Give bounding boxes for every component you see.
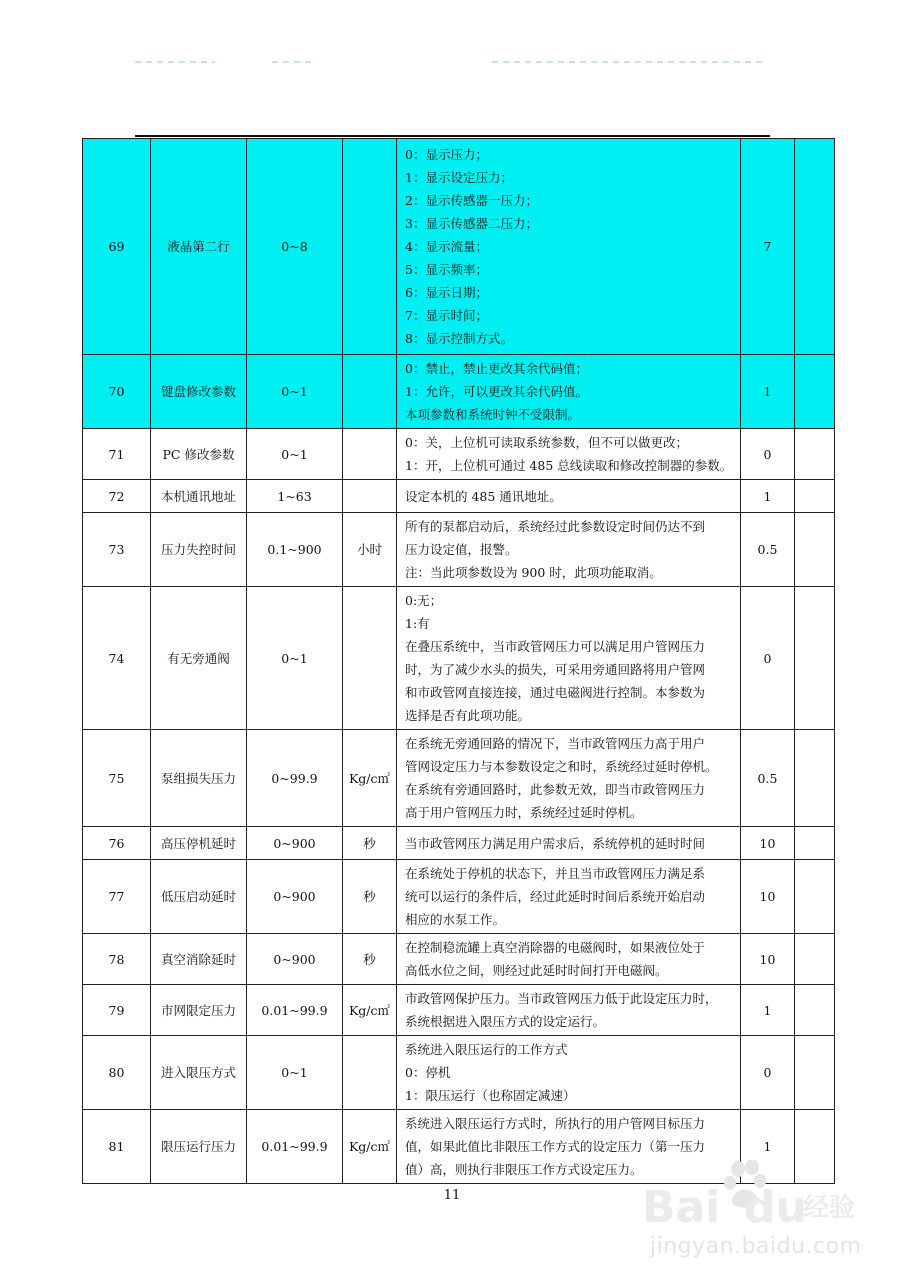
table-row (83, 355, 835, 429)
param-unit: Kg/c㎡ (343, 985, 397, 1036)
param-unit (343, 480, 397, 513)
header-decoration (135, 60, 215, 64)
param-default: 0 (741, 429, 795, 480)
param-code: 70 (83, 355, 151, 429)
param-description (397, 587, 741, 730)
description-line: 时，为了减少水头的损失，可采用旁通回路将用户管网 (405, 662, 706, 677)
param-range: 0.1~900 (247, 513, 343, 587)
param-description (397, 513, 741, 587)
param-description (397, 139, 741, 355)
description-line: 高于用户管网压力时，系统经过延时停机。 (405, 805, 643, 820)
param-name: 液晶第二行 (151, 139, 247, 355)
parameter-table-body (83, 139, 835, 1184)
description-line: 1：显示设定压力； (405, 170, 513, 185)
param-unit: 秒 (343, 827, 397, 860)
description-line: 在叠压系统中，当市政管网压力可以满足用户管网压力 (405, 639, 706, 654)
table-row (83, 860, 835, 934)
description-line: 在控制稳流罐上真空消除器的电磁阀时，如果液位处于 (405, 940, 706, 955)
description-line: 系统根据进入限压方式的设定运行。 (405, 1014, 606, 1029)
param-code: 69 (83, 139, 151, 355)
table-row (83, 513, 835, 587)
param-range: 0~1 (247, 1036, 343, 1110)
param-description (397, 355, 741, 429)
param-extra (795, 985, 835, 1036)
description-line: 1：开，上位机可通过 485 总线读取和修改控制器的参数。 (405, 458, 733, 473)
svg-text:Bai: Bai (642, 1182, 721, 1230)
param-range: 0~8 (247, 139, 343, 355)
table-row (83, 827, 835, 860)
header-decoration (492, 60, 767, 64)
description-line: 1:有 (405, 616, 430, 631)
table-row (83, 730, 835, 827)
description-line: 在系统处于停机的状态下，并且当市政管网压力满足系 (405, 866, 706, 881)
param-description (397, 934, 741, 985)
param-unit: 秒 (343, 860, 397, 934)
param-name: 限压运行压力 (151, 1110, 247, 1184)
param-unit (343, 587, 397, 730)
param-description (397, 827, 741, 860)
param-default: 10 (741, 827, 795, 860)
param-default: 10 (741, 934, 795, 985)
param-name: PC 修改参数 (151, 429, 247, 480)
param-default: 0 (741, 1036, 795, 1110)
description-line: 管网设定压力与本参数设定之和时，系统经过延时停机。 (405, 759, 718, 774)
table-row (83, 429, 835, 480)
description-line: 统可以运行的条件后，经过此延时时间后系统开始启动 (405, 889, 706, 904)
baidu-jingyan-watermark (640, 1160, 865, 1270)
description-line: 值，如果此值比非限压工作方式的设定压力（第一压力 (405, 1139, 706, 1154)
description-line: 市政管网保护压力。当市政管网压力低于此设定压力时， (405, 991, 718, 1006)
param-description (397, 480, 741, 513)
param-name: 键盘修改参数 (151, 355, 247, 429)
param-extra (795, 730, 835, 827)
param-unit: 小时 (343, 513, 397, 587)
page-number: 11 (443, 1188, 461, 1203)
description-line: 选择是否有此项功能。 (405, 708, 531, 723)
description-line: 1：允许，可以更改其余代码值。 (405, 384, 588, 399)
description-line: 4：显示流量； (405, 239, 488, 254)
param-default: 0 (741, 587, 795, 730)
param-unit: Kg/c㎡ (343, 730, 397, 827)
param-description (397, 985, 741, 1036)
param-extra (795, 860, 835, 934)
param-range: 0~99.9 (247, 730, 343, 827)
param-code: 80 (83, 1036, 151, 1110)
param-code: 73 (83, 513, 151, 587)
param-range: 0~900 (247, 934, 343, 985)
param-code: 77 (83, 860, 151, 934)
param-range: 0.01~99.9 (247, 985, 343, 1036)
param-code: 74 (83, 587, 151, 730)
description-line: 在系统有旁通回路时，此参数无效，即当市政管网压力 (405, 782, 706, 797)
param-unit (343, 429, 397, 480)
param-default: 7 (741, 139, 795, 355)
description-line: 2：显示传感器一压力； (405, 193, 538, 208)
description-line: 0：禁止，禁止更改其余代码值； (405, 361, 588, 376)
param-range: 0~900 (247, 827, 343, 860)
param-default: 1 (741, 355, 795, 429)
description-line: 系统进入限压运行的工作方式 (405, 1042, 568, 1057)
table-row (83, 480, 835, 513)
description-line: 在系统无旁通回路的情况下，当市政管网压力高于用户 (405, 736, 706, 751)
parameter-table (82, 138, 835, 1184)
header-decoration (272, 60, 312, 64)
param-extra (795, 429, 835, 480)
param-range: 1~63 (247, 480, 343, 513)
description-line: 1：限压运行（也称固定减速） (405, 1088, 576, 1103)
param-unit: 秒 (343, 934, 397, 985)
description-line: 所有的泵都启动后，系统经过此参数设定时间仍达不到 (405, 519, 706, 534)
param-name: 泵组损失压力 (151, 730, 247, 827)
svg-text:du: du (744, 1182, 807, 1230)
description-line: 当市政管网压力满足用户需求后，系统停机的延时时间 (405, 835, 706, 851)
param-range: 0~1 (247, 355, 343, 429)
table-row (83, 139, 835, 355)
param-code: 79 (83, 985, 151, 1036)
param-name: 市网限定压力 (151, 985, 247, 1036)
param-unit: Kg/c㎡ (343, 1110, 397, 1184)
description-line: 3：显示传感器二压力； (405, 216, 538, 231)
description-line: 压力设定值，报警。 (405, 542, 518, 557)
description-line: 设定本机的 485 通讯地址。 (405, 488, 562, 504)
header-rule (135, 135, 770, 137)
param-extra (795, 139, 835, 355)
param-description (397, 1036, 741, 1110)
table-row (83, 985, 835, 1036)
param-extra (795, 827, 835, 860)
param-code: 78 (83, 934, 151, 985)
description-line: 8：显示控制方式。 (405, 331, 513, 346)
param-default: 10 (741, 860, 795, 934)
description-line: 0：关，上位机可读取系统参数，但不可以做更改； (405, 435, 688, 450)
param-default: 0.5 (741, 513, 795, 587)
param-unit (343, 1036, 397, 1110)
param-description (397, 730, 741, 827)
param-range: 0~1 (247, 429, 343, 480)
param-default: 0.5 (741, 730, 795, 827)
svg-text:经验: 经验 (803, 1193, 856, 1223)
param-code: 75 (83, 730, 151, 827)
description-line: 0：停机 (405, 1065, 451, 1080)
param-range: 0~900 (247, 860, 343, 934)
param-name: 本机通讯地址 (151, 480, 247, 513)
table-row (83, 587, 835, 730)
description-line: 0：显示压力； (405, 147, 488, 162)
param-description (397, 429, 741, 480)
watermark-url: jingyan.baidu.com (650, 1234, 862, 1259)
param-name: 进入限压方式 (151, 1036, 247, 1110)
description-line: 值）高，则执行非限压工作方式设定压力。 (405, 1162, 643, 1177)
param-name: 高压停机延时 (151, 827, 247, 860)
param-name: 压力失控时间 (151, 513, 247, 587)
param-extra (795, 355, 835, 429)
param-code: 76 (83, 827, 151, 860)
param-unit (343, 139, 397, 355)
param-name: 有无旁通阀 (151, 587, 247, 730)
description-line: 5：显示频率； (405, 262, 488, 277)
description-line: 高低水位之间，则经过此延时时间打开电磁阀。 (405, 963, 668, 978)
description-line: 0:无； (405, 593, 443, 608)
param-extra (795, 1036, 835, 1110)
description-line: 7：显示时间； (405, 308, 488, 323)
param-extra (795, 513, 835, 587)
param-code: 72 (83, 480, 151, 513)
param-extra (795, 587, 835, 730)
param-name: 真空消除延时 (151, 934, 247, 985)
baidu-paw-logo (640, 1160, 865, 1230)
table-row (83, 934, 835, 985)
description-line: 注：当此项参数设为 900 时，此项功能取消。 (405, 565, 662, 580)
param-range: 0.01~99.9 (247, 1110, 343, 1184)
param-range: 0~1 (247, 587, 343, 730)
param-default: 1 (741, 1110, 795, 1184)
param-default: 1 (741, 985, 795, 1036)
description-line: 系统进入限压运行方式时，所执行的用户管网目标压力 (405, 1116, 706, 1131)
param-extra (795, 934, 835, 985)
param-default: 1 (741, 480, 795, 513)
description-line: 相应的水泵工作。 (405, 912, 506, 927)
description-line: 6：显示日期； (405, 285, 488, 300)
param-description (397, 860, 741, 934)
description-line: 本项参数和系统时钟不受限制。 (405, 407, 581, 422)
param-extra (795, 480, 835, 513)
table-row (83, 1036, 835, 1110)
description-line: 和市政管网直接连接，通过电磁阀进行控制。本参数为 (405, 685, 706, 700)
param-code: 71 (83, 429, 151, 480)
param-code: 81 (83, 1110, 151, 1184)
param-name: 低压启动延时 (151, 860, 247, 934)
param-unit (343, 355, 397, 429)
